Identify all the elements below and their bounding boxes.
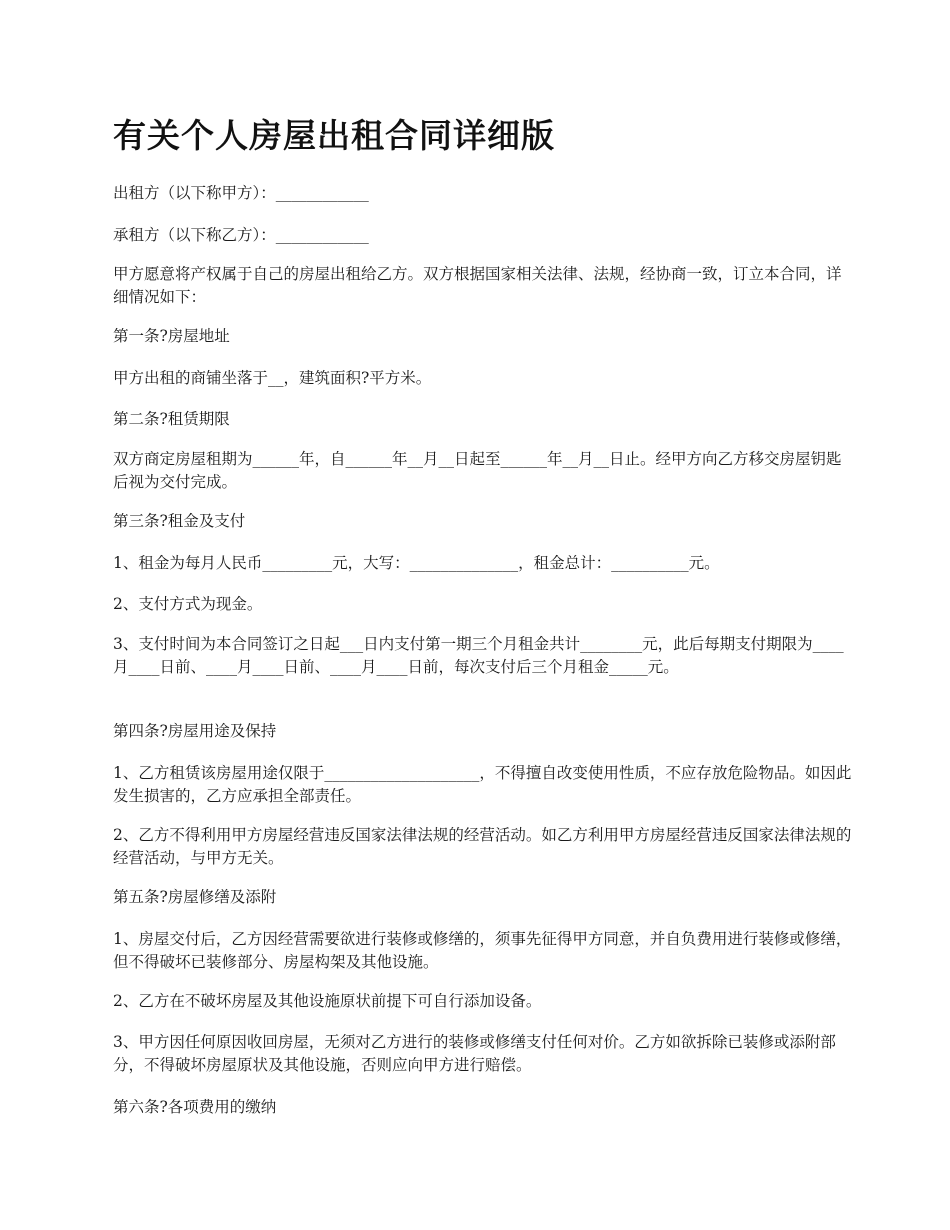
- lessee-line: 承租方（以下称乙方）：____________: [113, 226, 369, 244]
- article-6-heading: 第六条?各项费用的缴纳: [113, 1098, 277, 1116]
- document-title: 有关个人房屋出租合同详细版: [113, 116, 555, 155]
- lessor-line: 出租方（以下称甲方）：____________: [113, 184, 369, 202]
- article-1-text: 甲方出租的商铺坐落于__，建筑面积?平方米。: [113, 369, 432, 387]
- article-5-item-2: 2、乙方在不破坏房屋及其他设施原状前提下可自行添加设备。: [113, 992, 542, 1010]
- article-2-text: 双方商定房屋租期为______年，自______年__月__日起至______年__月__日止。经甲方向乙方移交房屋钥匙后视为交付完成。: [113, 450, 842, 491]
- article-3-item-3: 3、支付时间为本合同签订之日起___日内支付第一期三个月租金共计________元，此后每期支付期限为____月____日前、____月____日前、____月____日前，每次支付后三个月租金_____元。: [113, 635, 844, 676]
- article-5-heading: 第五条?房屋修缮及添附: [113, 888, 277, 906]
- article-5-item-1: 1、房屋交付后，乙方因经营需要欲进行装修或修缮的，须事先征得甲方同意，并自负费用进行装修或修缮，但不得破坏已装修部分、房屋构架及其他设施。: [113, 930, 852, 971]
- article-5-item-3: 3、甲方因任何原因收回房屋，无须对乙方进行的装修或修缮支付任何对价。乙方如欲拆除已装修或添附部分，不得破坏房屋原状及其他设施，否则应向甲方进行赔偿。: [113, 1033, 836, 1074]
- article-1-heading: 第一条?房屋地址: [113, 327, 230, 345]
- article-2-heading: 第二条?租赁期限: [113, 410, 230, 428]
- article-3-item-1: 1、租金为每月人民币_________元，大写：______________，租金总计：__________元。: [113, 554, 720, 572]
- article-4-item-1: 1、乙方租赁该房屋用途仅限于____________________，不得擅自改变使用性质，不应存放危险物品。如因此发生损害的，乙方应承担全部责任。: [113, 764, 852, 805]
- article-3-heading: 第三条?租金及支付: [113, 512, 246, 530]
- preamble-paragraph: 甲方愿意将产权属于自己的房屋出租给乙方。双方根据国家相关法律、法规，经协商一致，订立本合同，详细情况如下：: [113, 265, 842, 306]
- article-4-item-2: 2、乙方不得利用甲方房屋经营违反国家法律法规的经营活动。如乙方利用甲方房屋经营违反国家法律法规的经营活动，与甲方无关。: [113, 826, 852, 867]
- article-3-item-2: 2、支付方式为现金。: [113, 595, 263, 613]
- article-4-heading: 第四条?房屋用途及保持: [113, 722, 277, 740]
